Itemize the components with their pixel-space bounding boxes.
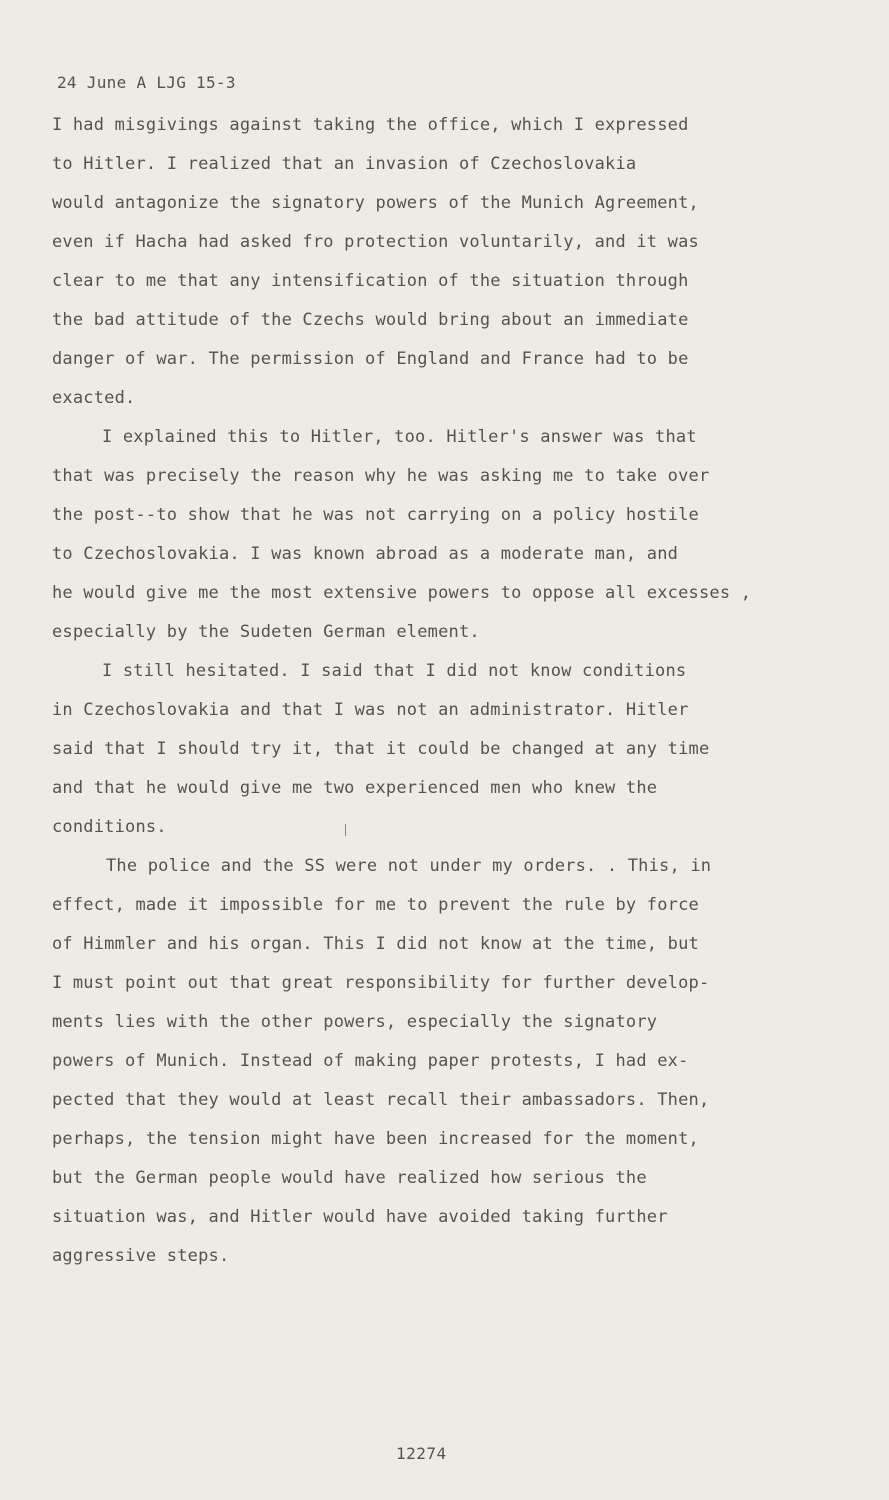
text-line: clear to me that any intensification of the situation through bbox=[52, 271, 689, 291]
text-line: exacted. bbox=[52, 388, 136, 408]
text-line: situation was, and Hitler would have avoided taking further bbox=[52, 1207, 668, 1227]
text-line: danger of war. The permission of England and France had to be bbox=[52, 349, 689, 369]
document-header: 24 June A LJG 15-3 bbox=[57, 73, 236, 92]
text-line: aggressive steps. bbox=[52, 1246, 230, 1266]
text-line: conditions. bbox=[52, 817, 167, 837]
text-line: pected that they would at least recall their ambassadors. Then, bbox=[52, 1090, 710, 1110]
text-line: ments lies with the other powers, especially the signatory bbox=[52, 1012, 658, 1032]
page-number: 12274 bbox=[396, 1444, 447, 1463]
text-line: the bad attitude of the Czechs would bring about an immediate bbox=[52, 310, 689, 330]
text-line: said that I should try it, that it could be changed at any time bbox=[52, 739, 710, 759]
text-line: to Hitler. I realized that an invasion of Czechoslovakia bbox=[52, 154, 637, 174]
text-line: perhaps, the tension might have been increased for the moment, bbox=[52, 1129, 699, 1149]
text-line: I must point out that great responsibility for further develop- bbox=[52, 973, 710, 993]
text-line: even if Hacha had asked fro protection voluntarily, and it was bbox=[52, 232, 699, 252]
text-line: but the German people would have realized how serious the bbox=[52, 1168, 647, 1188]
text-line: in Czechoslovakia and that I was not an administrator. Hitler bbox=[52, 700, 689, 720]
text-line: effect, made it impossible for me to prevent the rule by force bbox=[52, 895, 699, 915]
text-line: powers of Munich. Instead of making paper protests, I had ex- bbox=[52, 1051, 689, 1071]
text-line: to Czechoslovakia. I was known abroad as a moderate man, and bbox=[52, 544, 679, 564]
text-line: I had misgivings against taking the office, which I expressed bbox=[52, 115, 689, 135]
text-line: he would give me the most extensive powers to oppose all excesses , bbox=[52, 583, 752, 603]
text-line: and that he would give me two experienced men who knew the bbox=[52, 778, 658, 798]
text-line: that was precisely the reason why he was asking me to take over bbox=[52, 466, 710, 486]
stray-pen-mark bbox=[345, 824, 346, 836]
text-line: especially by the Sudeten German element. bbox=[52, 622, 480, 642]
text-line: the post--to show that he was not carrying on a policy hostile bbox=[52, 505, 699, 525]
text-line: The police and the SS were not under my orders. . This, in bbox=[106, 856, 712, 876]
text-line: of Himmler and his organ. This I did not know at the time, but bbox=[52, 934, 699, 954]
text-line: I explained this to Hitler, too. Hitler's answer was that bbox=[102, 427, 697, 447]
text-line: would antagonize the signatory powers of the Munich Agreement, bbox=[52, 193, 699, 213]
text-line: I still hesitated. I said that I did not know conditions bbox=[102, 661, 687, 681]
